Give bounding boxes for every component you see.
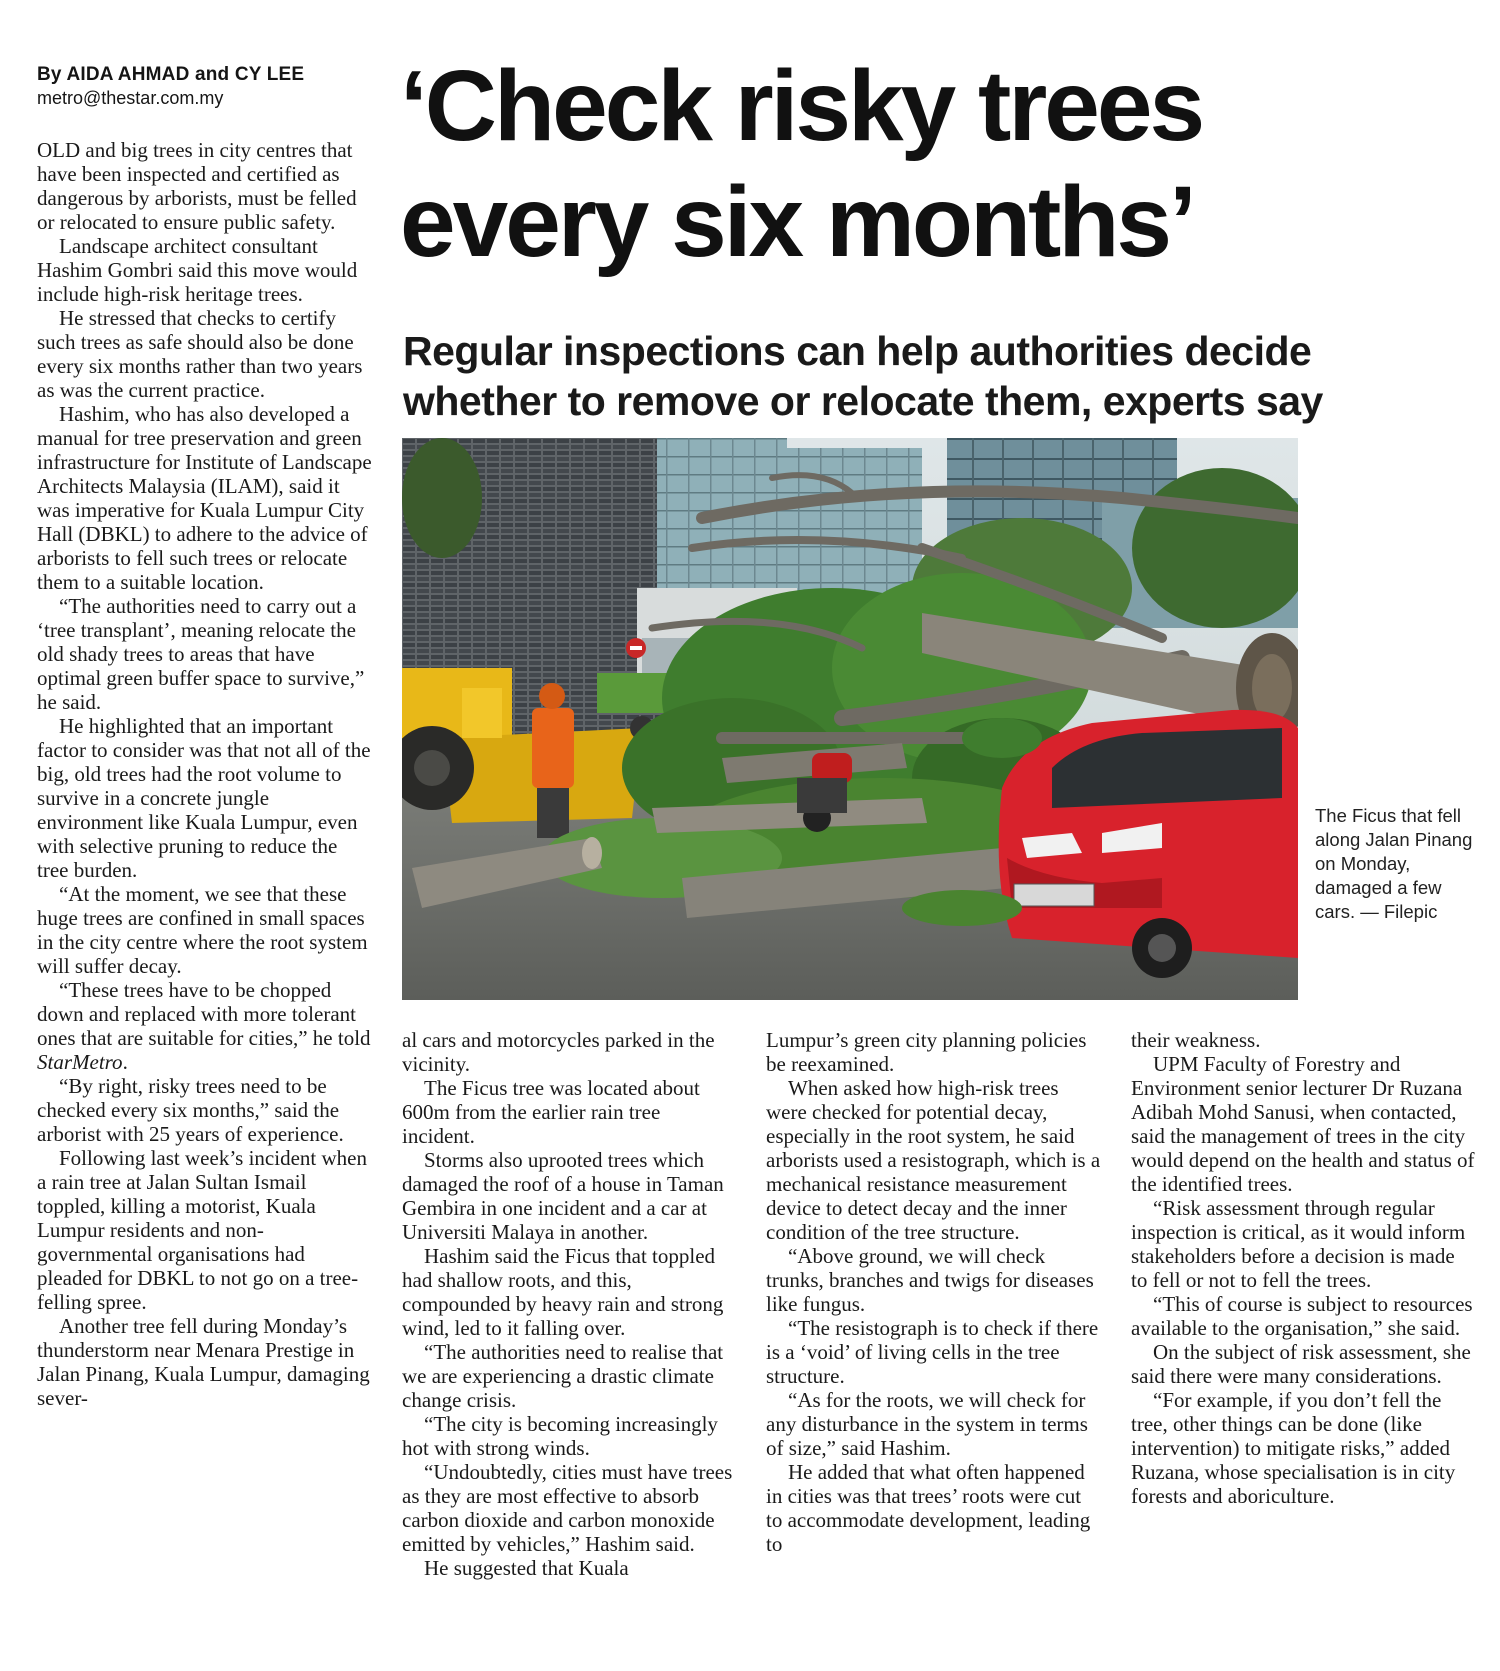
paragraph: Another tree fell during Monday’s thunderstorm near Menara Prestige in Jalan Pinang, Kuala Lumpur, damaging sever- (37, 1314, 370, 1410)
publication-name: StarMetro (37, 1050, 123, 1074)
paragraph: He highlighted that an important factor to consider was that not all of the big, old trees had the root volume to survive in a concrete jungle environment like Kuala Lumpur, even with selective pruning to reduce the tree burden. (37, 714, 371, 882)
photo-caption: The Ficus that fell along Jalan Pinang on Monday, damaged a few cars. — Filepic (1315, 805, 1473, 922)
subheadline-line-2: whether to remove or relocate them, experts say (403, 378, 1323, 424)
paragraph: “Undoubtedly, cities must have trees as they are most effective to absorb carbon dioxide and carbon monoxide emitted by vehicles,” Hashim said. (402, 1460, 733, 1556)
subheadline (403, 326, 1483, 426)
paragraph: He stressed that checks to certify such trees as safe should also be done every six months rather than two years as was the current practice. (37, 306, 363, 402)
article-column-3 (766, 1028, 1101, 1556)
article-column-4 (1131, 1028, 1476, 1508)
paragraph: “The city is becoming increasingly hot with strong winds. (402, 1412, 718, 1460)
article-column-1 (37, 138, 374, 1410)
paragraph-text: “These trees have to be chopped down and replaced with more tolerant ones that are suitable for cities,” he told (37, 978, 371, 1050)
paragraph: “The authorities need to realise that we are experiencing a drastic climate change crisis. (402, 1340, 724, 1412)
paragraph: “These trees have to be chopped down and replaced with more tolerant ones that are suitable for cities,” he told StarMetro. (37, 978, 371, 1074)
paragraph: UPM Faculty of Forestry and Environment senior lecturer Dr Ruzana Adibah Mohd Sanusi, when contacted, said the management of trees in the city would depend on the health and status of the identified trees. (1131, 1052, 1475, 1196)
paragraph: their weakness. (1131, 1028, 1261, 1052)
paragraph: Lumpur’s green city planning policies be reexamined. (766, 1028, 1087, 1076)
article-column-2 (402, 1028, 737, 1580)
paragraph: “For example, if you don’t fell the tree, other things can be done (like intervention) to mitigate risks,” added Ruzana, whose specialisation is in city forests and aboriculture. (1131, 1388, 1456, 1508)
paragraph: The Ficus tree was located about 600m from the earlier rain tree incident. (402, 1076, 700, 1148)
paragraph: Hashim, who has also developed a manual for tree preservation and green infrastructure for Institute of Landscape Architects Malaysia (ILAM), said it was imperative for Kuala Lumpur City Hall (DBKL) to adhere to the advice of arborists to fell such trees or relocate them to a suitable location. (37, 402, 372, 594)
byline (37, 64, 304, 109)
fallen-tree-illustration (402, 438, 1298, 1000)
paragraph: “Above ground, we will check trunks, branches and twigs for diseases like fungus. (766, 1244, 1094, 1316)
paragraph: “As for the roots, we will check for any disturbance in the system in terms of size,” said Hashim. (766, 1388, 1088, 1460)
paragraph: When asked how high-risk trees were checked for potential decay, especially in the root system, he said arborists used a resistograph, which is a mechanical resistance measurement device to detect decay and the inner condition of the tree structure. (766, 1076, 1101, 1244)
paragraph: He suggested that Kuala (424, 1556, 629, 1580)
byline-email[interactable]: metro@thestar.com.my (37, 88, 224, 108)
headline-line-2: every six months’ (400, 166, 1194, 278)
paragraph: “At the moment, we see that these huge trees are confined in small spaces in the city centre where the root system will suffer decay. (37, 882, 368, 978)
paragraph: “This of course is subject to resources available to the organisation,” she said. (1131, 1292, 1473, 1340)
paragraph: al cars and motorcycles parked in the vicinity. (402, 1028, 715, 1076)
paragraph: “By right, risky trees need to be checked every six months,” said the arborist with 25 years of experience. (37, 1074, 344, 1146)
headline-line-1: ‘Check risky trees (400, 50, 1203, 162)
paragraph: Storms also uprooted trees which damaged the roof of a house in Taman Gembira in one incident and a car at Universiti Malaya in another. (402, 1148, 724, 1244)
paragraph: He added that what often happened in cities was that trees’ roots were cut to accommodate development, leading to (766, 1460, 1091, 1556)
paragraph: “Risk assessment through regular inspection is critical, as it would inform stakeholders before a decision is made to fell or not to fell the trees. (1131, 1196, 1466, 1292)
byline-authors: By AIDA AHMAD and CY LEE (37, 64, 305, 85)
headline (400, 48, 1480, 280)
fallen-tree-photo (402, 438, 1298, 1000)
subheadline-line-1: Regular inspections can help authorities decide (403, 328, 1312, 374)
paragraph: “The authorities need to carry out a ‘tree transplant’, meaning relocate the old shady trees to areas that have optimal green buffer space to survive,” he said. (37, 594, 365, 714)
paragraph: Hashim said the Ficus that toppled had shallow roots, and this, compounded by heavy rain and strong wind, led to it falling over. (402, 1244, 724, 1340)
paragraph: “The resistograph is to check if there is a ‘void’ of living cells in the tree structure. (766, 1316, 1099, 1388)
paragraph: On the subject of risk assessment, she said there were many considerations. (1131, 1340, 1471, 1388)
paragraph: Following last week’s incident when a rain tree at Jalan Sultan Ismail toppled, killing a motorist, Kuala Lumpur residents and non-governmental organisations had pleaded for DBKL to not go on a tree-felling spree. (37, 1146, 367, 1314)
paragraph: OLD and big trees in city centres that have been inspected and certified as dangerous by arborists, must be felled or relocated to ensure public safety. (37, 138, 357, 234)
paragraph: Landscape architect consultant Hashim Gombri said this move would include high-risk heritage trees. (37, 234, 358, 306)
